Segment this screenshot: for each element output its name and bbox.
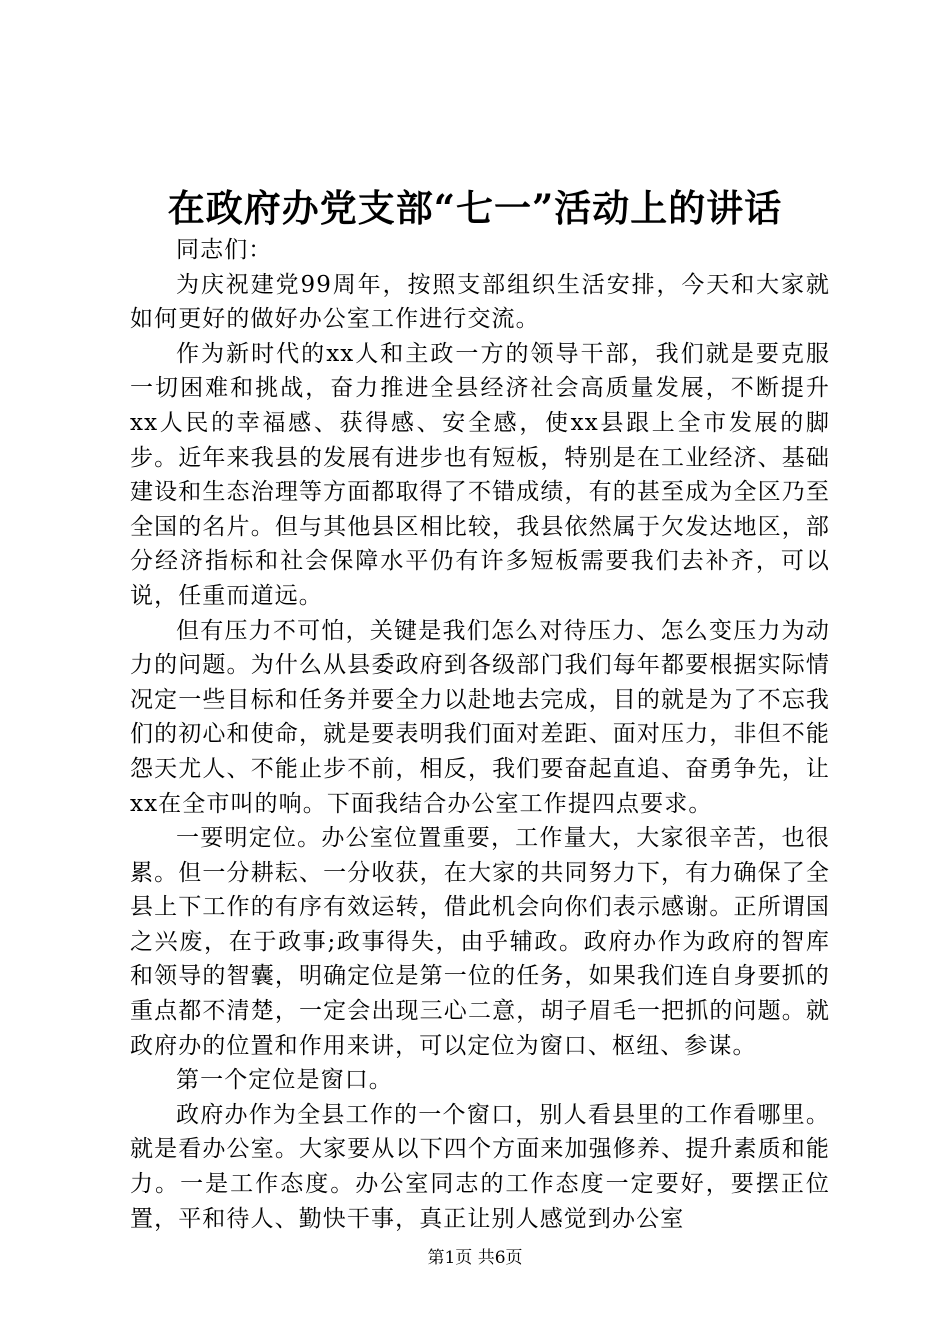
page-footer: 第1页 共6页 bbox=[427, 1248, 523, 1268]
paragraph: 但有压力不可怕，关键是我们怎么对待压力、怎么变压力为动力的问题。为什么从县委政府到各级部门我们每年都要根据实际情况定一些目标和任务并要全力以赴地去完成，目的就是为了不忘我们的初心和使命，就是要表明我们面对差距、面对压力，非但不能怨天尤人、不能止步不前，相反，我们要奋起直追、奋勇争先，让xx在全市叫的响。下面我结合办公室工作提四点要求。 bbox=[130, 617, 830, 817]
paragraph: 为庆祝建党99周年，按照支部组织生活安排，今天和大家就如何更好的做好办公室工作进行交流。 bbox=[130, 271, 830, 333]
paragraph-greeting: 同志们： bbox=[176, 237, 273, 263]
paragraph: 一要明定位。办公室位置重要，工作量大，大家很辛苦，也很累。但一分耕耘、一分收获，在大家的共同努力下，有力确保了全县上下工作的有序有效运转，借此机会向你们表示感谢。正所谓国之兴废，在于政事;政事得失，由乎辅政。政府办作为政府的智库和领导的智囊，明确定位是第一位的任务，如果我们连自身要抓的重点都不清楚，一定会出现三心二意，胡子眉毛一把抓的问题。就政府办的位置和作用来讲，可以定位为窗口、枢纽、参谋。 bbox=[130, 825, 830, 1059]
paragraph: 政府办作为全县工作的一个窗口，别人看县里的工作看哪里。就是看办公室。大家要从以下四个方面来加强修养、提升素质和能力。一是工作态度。办公室同志的工作态度一定要好，要摆正位置，平和待人、勤快干事，真正让别人感觉到办公室 bbox=[130, 1101, 830, 1232]
paragraph: 第一个定位是窗口。 bbox=[176, 1067, 393, 1094]
page-title: 在政府办党支部“七一”活动上的讲话 bbox=[167, 186, 783, 230]
paragraph: 作为新时代的xx人和主政一方的领导干部，我们就是要克服一切困难和挑战，奋力推进全县经济社会高质量发展，不断提升xx人民的幸福感、获得感、安全感，使xx县跟上全市发展的脚步。近年来我县的发展有进步也有短板，特别是在工业经济、基础建设和生态治理等方面都取得了不错成绩，有的甚至成为全区乃至全国的名片。但与其他县区相比较，我县依然属于欠发达地区，部分经济指标和社会保障水平仍有许多短板需要我们去补齐，可以说，任重而道远。 bbox=[130, 340, 830, 609]
document-body bbox=[130, 233, 830, 1236]
